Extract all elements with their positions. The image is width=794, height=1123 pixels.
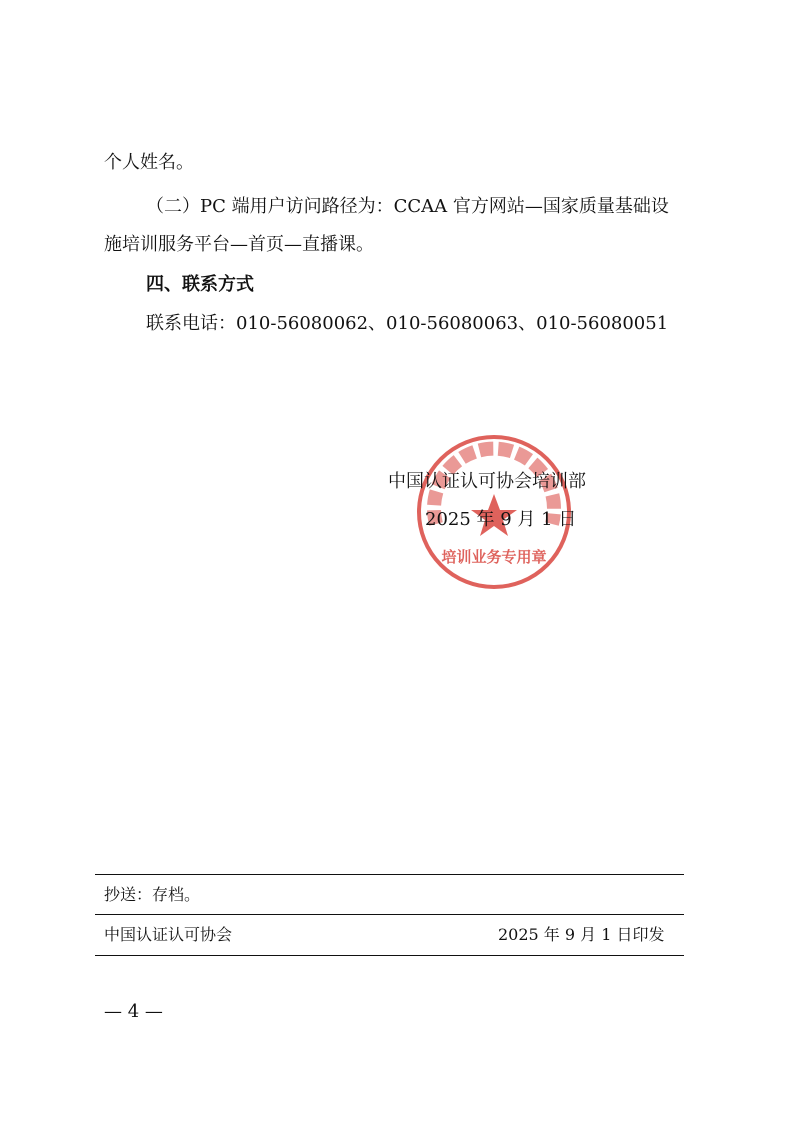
signature-date: 2025 年 9 月 1 日 xyxy=(425,509,577,530)
issue-date: 2025 年 9 月 1 日印发 xyxy=(498,925,665,944)
body-line: 施培训服务平台—首页—直播课。 xyxy=(104,234,374,255)
svg-text:培训业务专用章: 培训业务专用章 xyxy=(441,548,547,566)
page-number: — 4 — xyxy=(104,1001,163,1022)
issuer: 中国认证认可协会 xyxy=(104,925,233,944)
divider xyxy=(95,874,684,875)
divider xyxy=(95,914,684,915)
contact-phone: 联系电话：010-56080062、010-56080063、010-56080051 xyxy=(146,313,669,334)
body-line: 个人姓名。 xyxy=(104,152,194,173)
body-line: （二）PC 端用户访问路径为：CCAA 官方网站—国家质量基础设 xyxy=(146,196,669,217)
cc-line: 抄送：存档。 xyxy=(104,885,201,904)
signature-org: 中国认证认可协会培训部 xyxy=(388,471,586,492)
section-heading: 四、联系方式 xyxy=(146,274,254,295)
divider xyxy=(95,955,684,956)
